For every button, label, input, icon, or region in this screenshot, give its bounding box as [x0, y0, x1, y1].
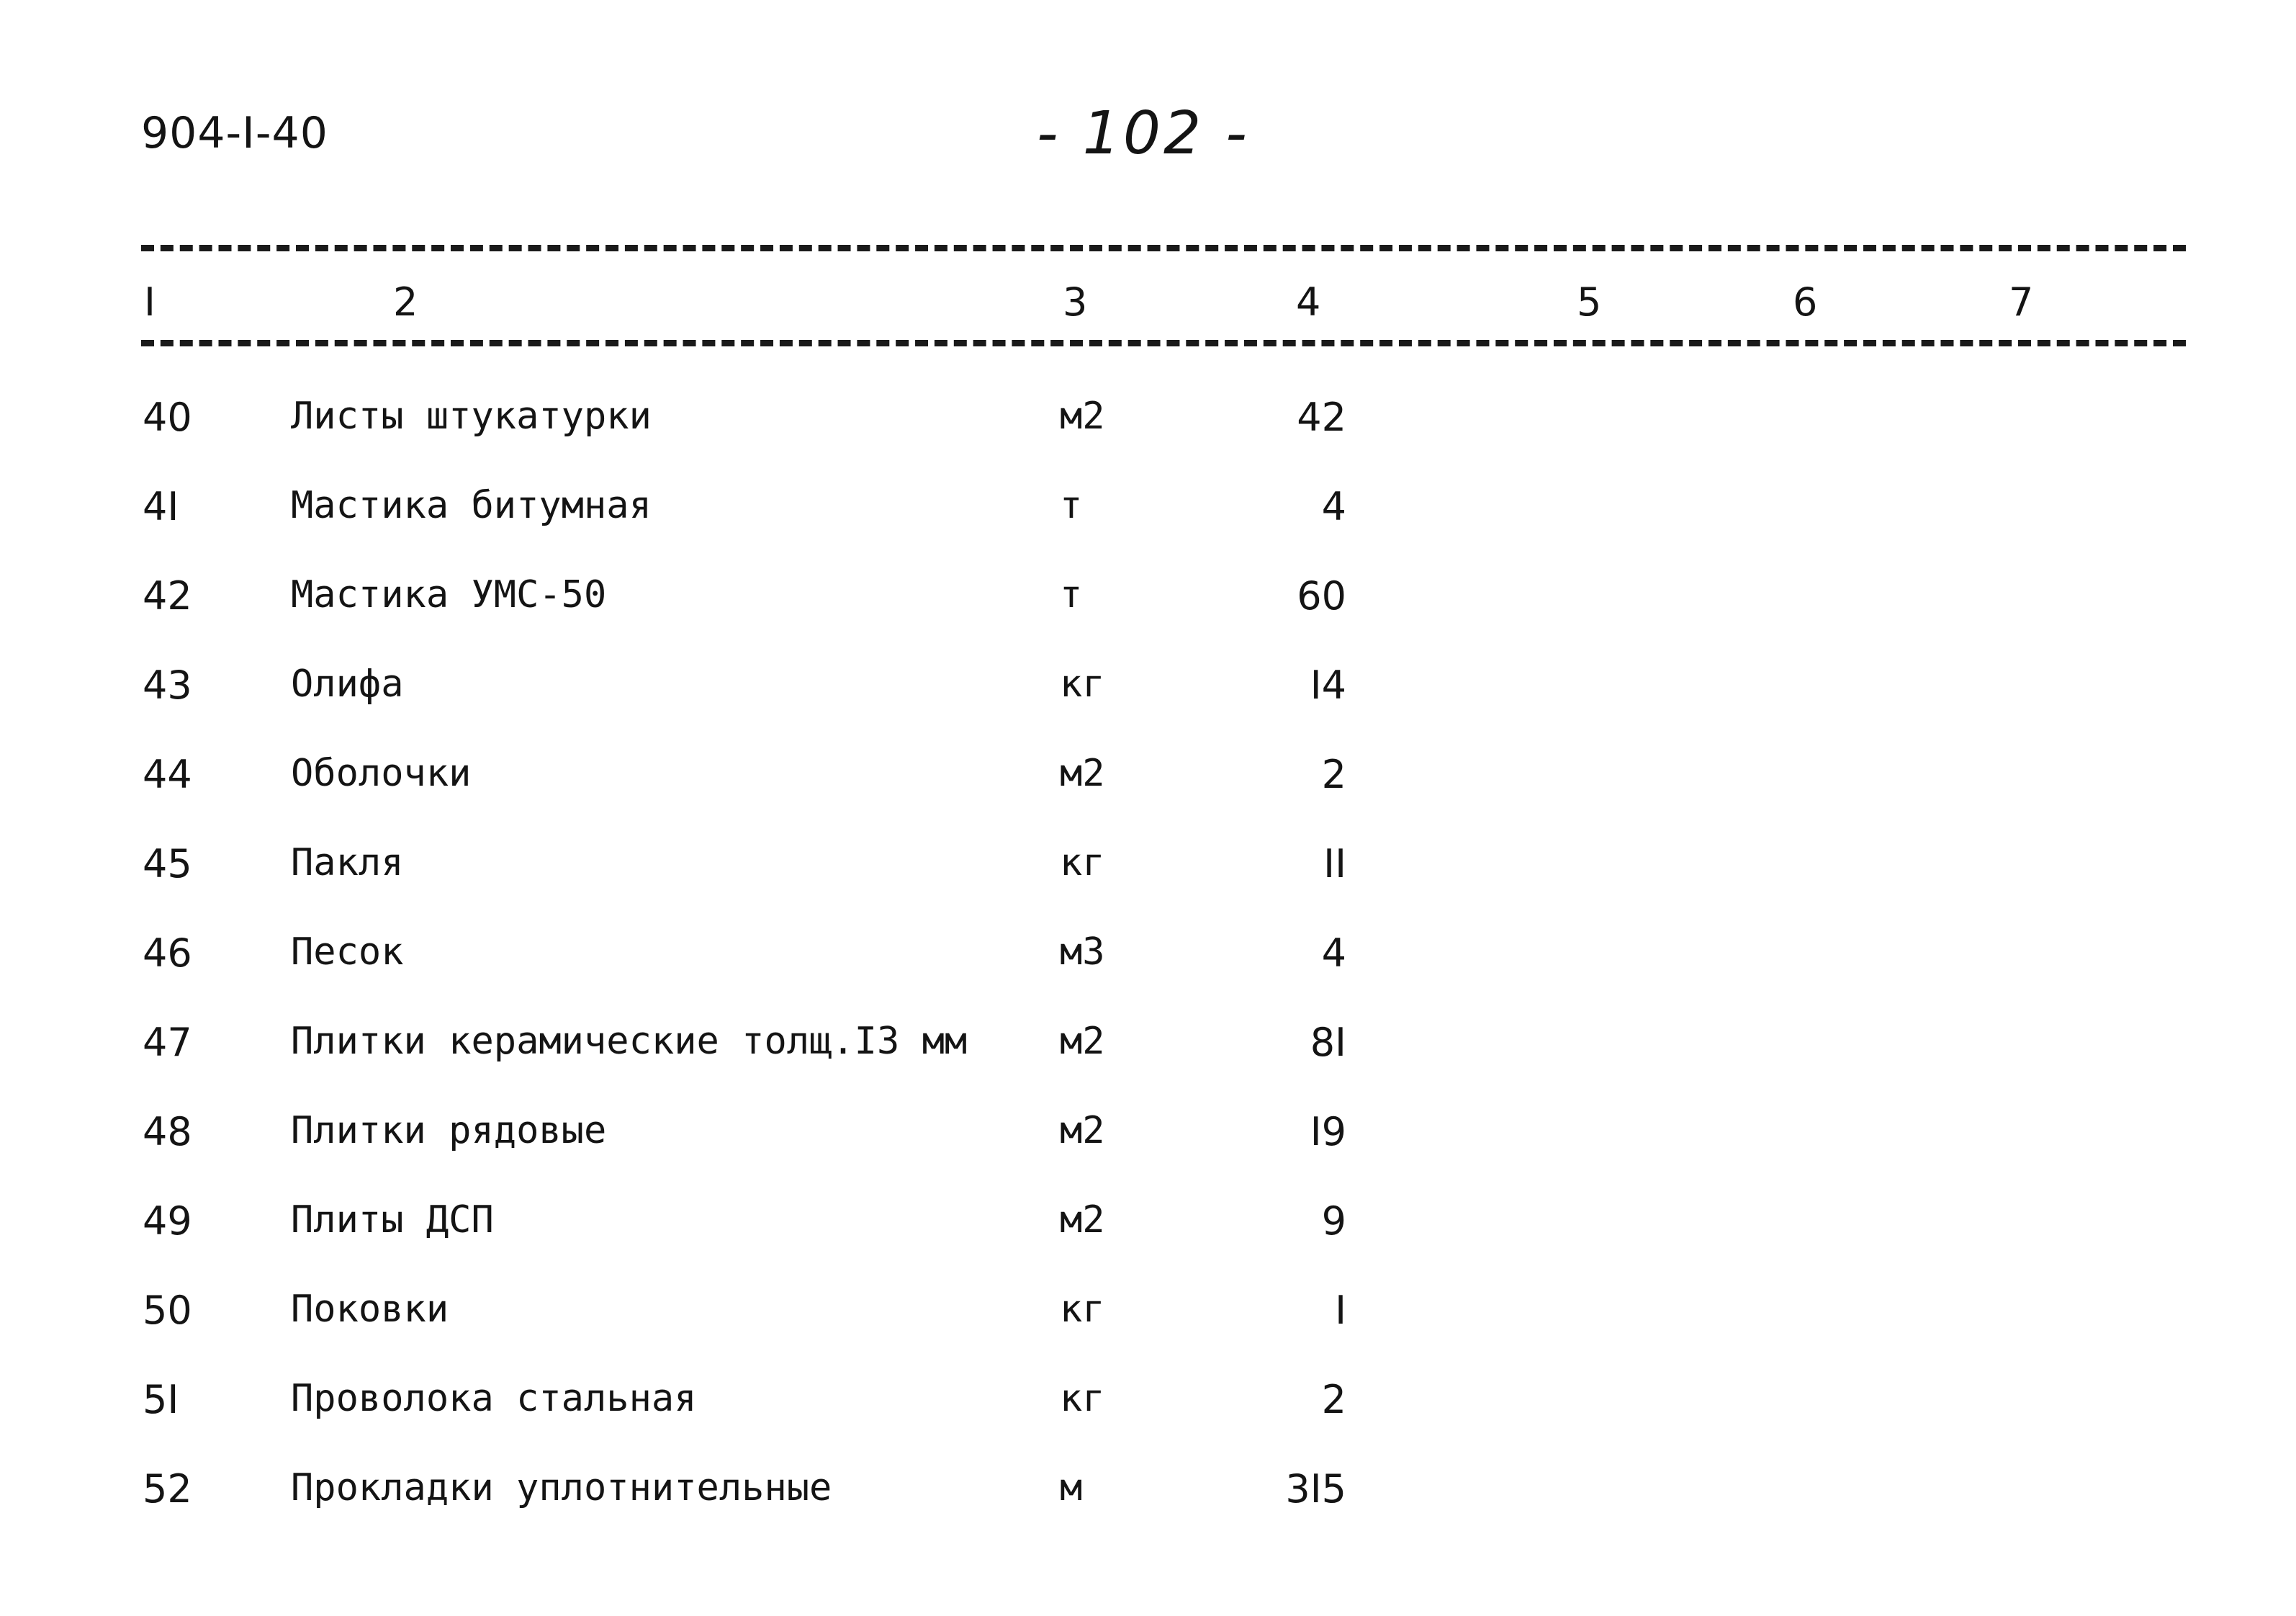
table-row: [0, 1191, 2296, 1280]
row-number: 44: [143, 752, 192, 797]
quantity: 8I: [1310, 1020, 1346, 1065]
quantity: 9: [1321, 1198, 1346, 1244]
quantity: 4: [1321, 930, 1346, 976]
document-code: 904-I-40: [141, 108, 328, 158]
material-name: Песок: [291, 930, 404, 974]
row-number: 45: [143, 841, 192, 886]
unit: м2: [1060, 1198, 1105, 1242]
unit: м3: [1060, 930, 1105, 974]
quantity: I4: [1310, 663, 1346, 708]
row-number: 40: [143, 395, 192, 440]
table-header-row: [0, 279, 2296, 330]
row-number: 4I: [143, 484, 179, 529]
material-name: Мастика УМС-50: [291, 573, 607, 616]
column-header-6: 6: [1793, 279, 1818, 325]
table-row: [0, 1459, 2296, 1548]
column-header-5: 5: [1577, 279, 1602, 325]
quantity: 42: [1297, 395, 1346, 440]
table-row: [0, 745, 2296, 834]
unit: кг: [1060, 1377, 1105, 1420]
table-row: [0, 655, 2296, 745]
material-name: Пакля: [291, 841, 404, 884]
table-row: [0, 566, 2296, 655]
table-row: [0, 923, 2296, 1013]
table-row: [0, 834, 2296, 923]
quantity: II: [1323, 841, 1346, 886]
material-name: Плитки рядовые: [291, 1109, 607, 1152]
quantity: 60: [1297, 573, 1346, 619]
unit: м2: [1060, 752, 1105, 795]
row-number: 42: [143, 573, 192, 619]
column-header-4: 4: [1296, 279, 1321, 325]
unit: м2: [1060, 395, 1105, 438]
column-header-3: 3: [1063, 279, 1088, 325]
material-name: Плиты ДСП: [291, 1198, 494, 1242]
unit: кг: [1060, 1288, 1105, 1331]
table-body: [0, 387, 2296, 1548]
quantity: 3I5: [1285, 1466, 1346, 1512]
quantity: 2: [1321, 752, 1346, 797]
quantity: I9: [1310, 1109, 1346, 1154]
row-number: 46: [143, 930, 192, 976]
row-number: 52: [143, 1466, 192, 1512]
quantity: I: [1335, 1288, 1346, 1333]
row-number: 5I: [143, 1377, 179, 1422]
material-name: Мастика битумная: [291, 484, 652, 527]
table-row: [0, 387, 2296, 477]
row-number: 50: [143, 1288, 192, 1333]
row-number: 49: [143, 1198, 192, 1244]
material-name: Листы штукатурки: [291, 395, 652, 438]
quantity: 4: [1321, 484, 1346, 529]
unit: т: [1060, 484, 1083, 527]
unit: т: [1060, 573, 1083, 616]
table-row: [0, 1370, 2296, 1459]
row-number: 43: [143, 663, 192, 708]
quantity: 2: [1321, 1377, 1346, 1422]
row-number: 48: [143, 1109, 192, 1154]
table-header-rule: [141, 340, 2186, 346]
material-name: Олифа: [291, 663, 404, 706]
material-name: Прокладки уплотнительные: [291, 1466, 832, 1509]
table-top-rule: [141, 245, 2186, 251]
unit: м2: [1060, 1109, 1105, 1152]
table-row: [0, 1280, 2296, 1370]
table-row: [0, 1013, 2296, 1102]
material-name: Поковки: [291, 1288, 449, 1331]
material-name: Плитки керамические толщ.I3 мм: [291, 1020, 968, 1063]
material-name: Проволока стальная: [291, 1377, 697, 1420]
unit: м: [1060, 1466, 1083, 1509]
unit: кг: [1060, 841, 1105, 884]
page-number: - 102 -: [1037, 99, 1250, 168]
row-number: 47: [143, 1020, 192, 1065]
material-name: Оболочки: [291, 752, 472, 795]
unit: кг: [1060, 663, 1105, 706]
column-header-1: I: [144, 279, 156, 325]
column-header-2: 2: [393, 279, 418, 325]
unit: м2: [1060, 1020, 1105, 1063]
table-row: [0, 477, 2296, 566]
column-header-7: 7: [2009, 279, 2034, 325]
table-row: [0, 1102, 2296, 1191]
